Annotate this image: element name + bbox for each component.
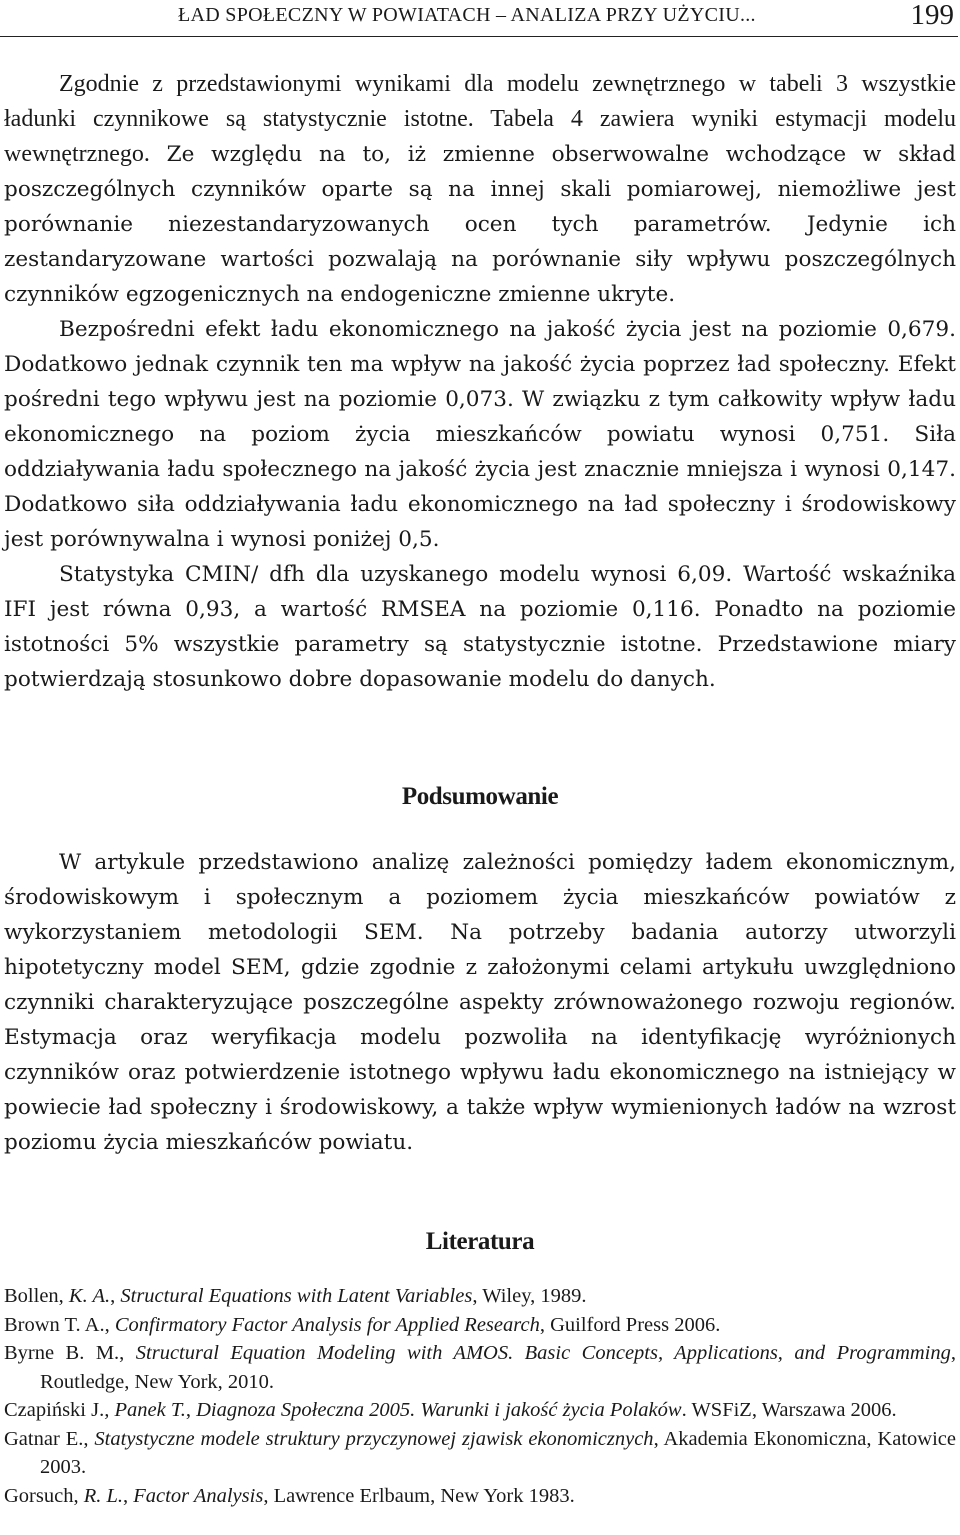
results-section <box>4 67 956 697</box>
paragraph-model-estimation <box>4 67 956 312</box>
reference-author: Brown T. A. <box>4 1313 105 1336</box>
reference-publisher: , Wiley, 1989. <box>472 1285 587 1307</box>
summary-paragraph: W artykule przedstawiono analizę zależności pomiędzy ładem ekonomicznym, środowiskowym i społecznym a poziomem życia mieszkańców powiatów z wykorzystaniem metodologii SEM. Na potrzeby badania autorzy utworzyli hipotetyczny model SEM, gdzie zgodnie z założonymi celami artykułu uwzględniono czynniki charakteryzujące poszczególne aspekty zrównoważonego rozwoju regionów. Estymacja oraz weryfikacja modelu pozwoliła na identyfikację wyróżnionych czynników oraz potwierdzenie istotnego wpływu ładu ekonomicznego na istniejący w powiecie ład społeczny i środowiskowy, a także wpływ wymienionych ładów na wzrost poziomu życia mieszkańców powiatu. <box>4 850 956 1155</box>
reference-title: Factor Analysis <box>133 1484 264 1507</box>
reference-title: Statystyczne modele struktury przyczynowej zjawisk ekonomicznych <box>94 1427 654 1450</box>
running-header <box>0 0 958 37</box>
running-title: ŁAD SPOŁECZNY W POWIATACH – ANALIZA PRZY UŻYCIU... <box>178 4 756 26</box>
reference-separator: , <box>104 1313 115 1336</box>
summary-section <box>4 845 956 1160</box>
summary-heading: Podsumowanie <box>401 783 559 810</box>
reference-publisher: , Routledge, New York, 2010. <box>40 1342 957 1393</box>
reference-separator: , <box>123 1484 134 1507</box>
reference-item <box>4 1282 956 1311</box>
reference-author: Gatnar E. <box>4 1427 84 1450</box>
reference-title: Confirmatory Factor Analysis for Applied Research <box>114 1313 540 1336</box>
reference-author: Czapiński J. <box>4 1399 105 1421</box>
reference-author-initials: R. L. <box>83 1484 124 1507</box>
reference-separator: , <box>83 1427 95 1450</box>
reference-separator: , <box>185 1399 197 1421</box>
reference-publisher: , Lawrence Erlbaum, New York 1983. <box>263 1484 575 1507</box>
reference-author-initials: , Panek T. <box>104 1399 186 1421</box>
reference-title: Structural Equations with Latent Variables <box>120 1285 473 1307</box>
page-number: 199 <box>910 0 954 31</box>
reference-author: Byrne B. M. <box>4 1342 120 1364</box>
reference-item <box>4 1396 956 1425</box>
reference-publisher: . WSFiZ, Warszawa 2006. <box>681 1399 897 1421</box>
paragraph-effects: Bezpośredni efekt ładu ekonomicznego na jakość życia jest na poziomie 0,679. Dodatkowo jednak czynnik ten ma wpływ na jakość życia poprzez ład społeczny. Efekt pośredni tego wpływu jest na poziomie 0,073. W związku z tym całkowity wpływ ładu ekonomicznego na poziom życia mieszkańców powiatu wynosi 0,751. Siła oddziaływania ładu społecznego na jakość życia jest znacznie mniejsza i wynosi 0,147. Dodatkowo siła oddziaływania ładu ekonomicznego na ład społeczny i środowiskowy jest porównywalna i wynosi poniżej 0,5. <box>4 317 956 552</box>
reference-item <box>4 1311 956 1340</box>
reference-separator: , <box>110 1285 121 1307</box>
paragraph-lead: Zgodnie z przedstawionymi wynikami dla modelu zewnętrznego w tabeli 3 wszystkie ładunki czynnikowe są statystycznie istotne. Tabela 4 zawiera wyniki estymacji modelu wewnętrznego. <box>4 71 956 167</box>
reference-title: Diagnoza Społeczna 2005. Warunki i jakość życia Polaków <box>196 1399 682 1421</box>
reference-publisher: , Akademia Ekonomiczna, Katowice 2003. <box>40 1427 956 1478</box>
reference-author: Bollen, <box>4 1285 69 1307</box>
literature-heading: Literatura <box>425 1228 535 1255</box>
reference-author: Gorsuch, <box>4 1484 84 1507</box>
reference-author-initials: K. A. <box>68 1285 111 1307</box>
reference-title: Structural Equation Modeling with AMOS. Basic Concepts, Applications, and Programming <box>135 1342 951 1364</box>
reference-separator: , <box>119 1342 136 1364</box>
paragraph-fit-statistics: Statystyka CMIN/ dfh dla uzyskanego modelu wynosi 6,09. Wartość wskaźnika IFI jest równa 0,93, a wartość RMSEA na poziomie 0,116. Ponadto na poziomie istotności 5% wszystkie parametry są statystycznie istotne. Przedstawione miary potwierdzają stosunkowo dobre dopasowanie modelu do danych. <box>4 562 956 692</box>
reference-publisher: , Guilford Press 2006. <box>539 1313 721 1336</box>
reference-list <box>4 1282 956 1510</box>
reference-item <box>4 1425 956 1482</box>
reference-item <box>4 1339 956 1396</box>
paragraph-continuation: Ze względu na to, iż zmienne obserwowalne wchodzące w skład poszczególnych czynników oparte są na innej skali pomiarowej, niemożliwe jest porównanie niezestandaryzowanych ocen tych parametrów. Jedynie ich zestandaryzowane wartości pozwalają na porównanie siły wpływu poszczególnych czynników egzogenicznych na endogeniczne zmienne ukryte. <box>4 142 956 307</box>
reference-item <box>4 1482 956 1511</box>
